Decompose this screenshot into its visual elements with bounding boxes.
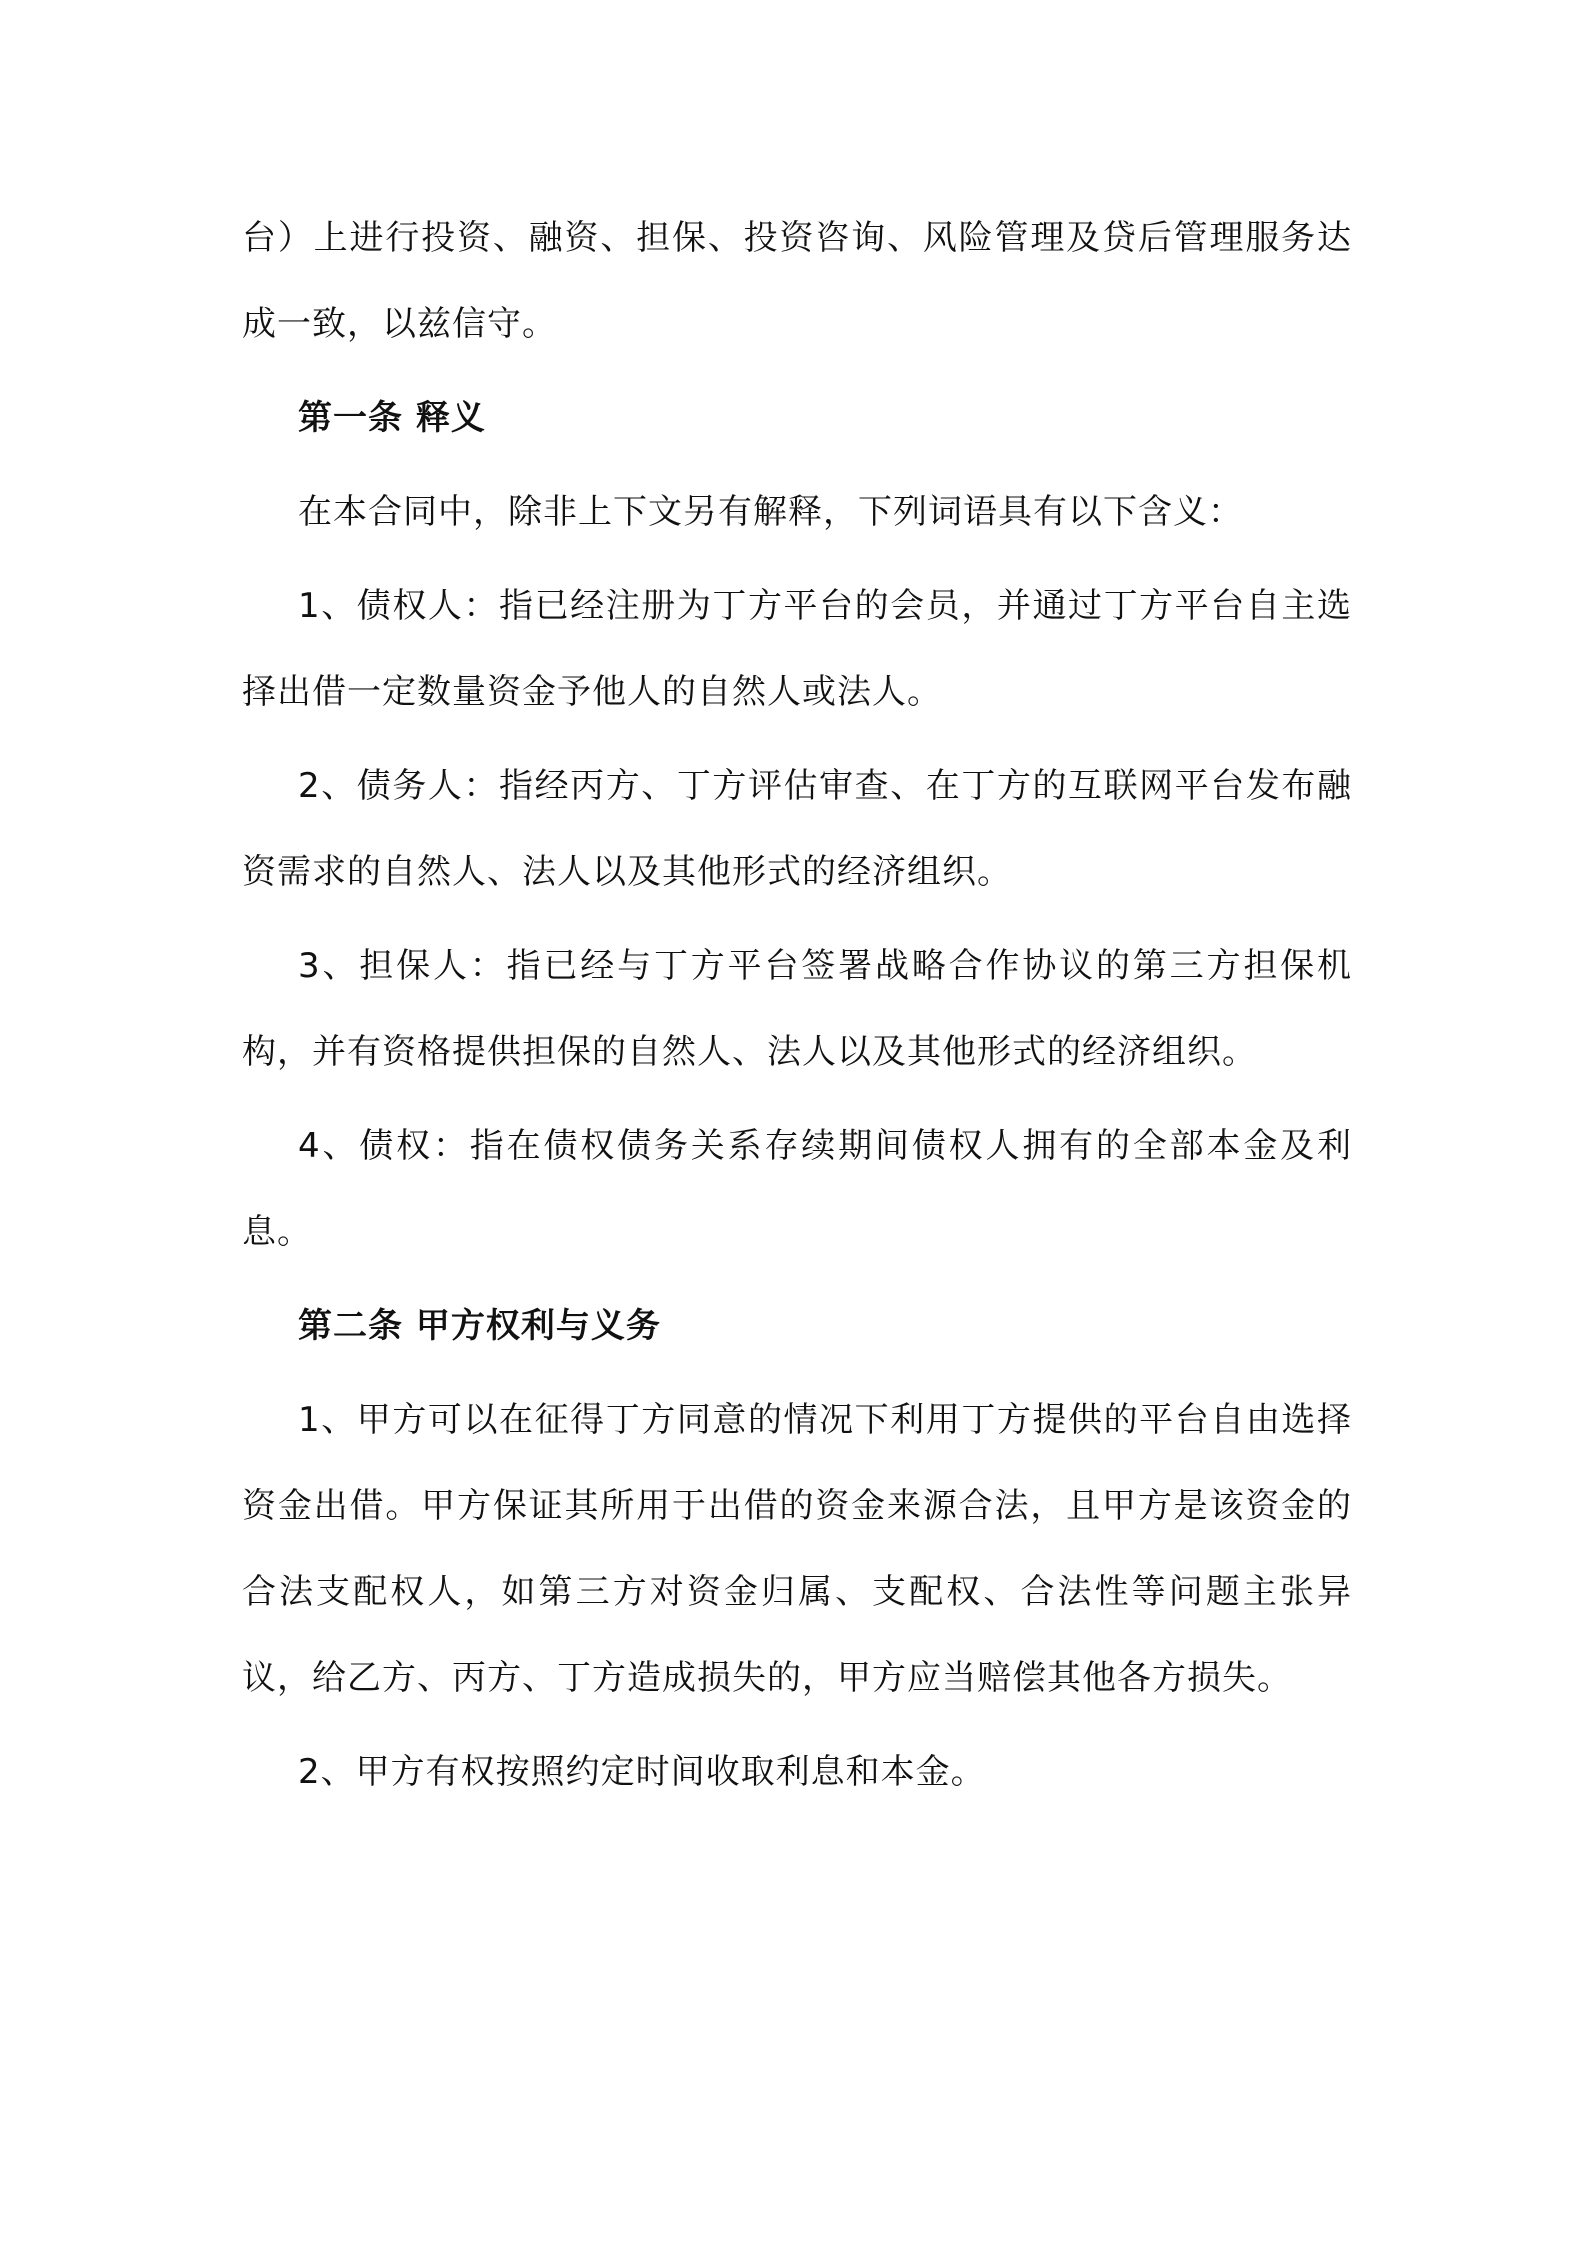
paragraph-article-1-preamble: 在本合同中，除非上下文另有解释，下列词语具有以下含义： bbox=[298, 492, 1243, 532]
paragraph-article-1-item-2: 2、债务人：指经丙方、丁方评估审查、在丁方的互联网平台发布融资需求的自然人、法人以及其他形式的经济组织。 bbox=[242, 766, 1352, 892]
paragraph-article-1-item-1: 1、债权人：指已经注册为丁方平台的会员，并通过丁方平台自主选择出借一定数量资金予他人的自然人或法人。 bbox=[242, 586, 1352, 712]
document-body bbox=[242, 195, 1352, 1823]
paragraph-article-2-item-1: 1、甲方可以在征得丁方同意的情况下利用丁方提供的平台自由选择资金出借。甲方保证其所用于出借的资金来源合法，且甲方是该资金的合法支配权人，如第三方对资金归属、支配权、合法性等问题主张异议，给乙方、丙方、丁方造成损失的，甲方应当赔偿其他各方损失。 bbox=[242, 1400, 1352, 1698]
paragraph-article-1-item-3: 3、担保人：指已经与丁方平台签署战略合作协议的第三方担保机构，并有资格提供担保的自然人、法人以及其他形式的经济组织。 bbox=[242, 946, 1352, 1072]
paragraph-article-2-item-2: 2、甲方有权按照约定时间收取利息和本金。 bbox=[298, 1752, 986, 1792]
paragraph-intro-continued: 台）上进行投资、融资、担保、投资咨询、风险管理及贷后管理服务达成一致，以兹信守。 bbox=[242, 218, 1352, 344]
paragraph-article-1-item-4: 4、债权：指在债权债务关系存续期间债权人拥有的全部本金及利息。 bbox=[242, 1126, 1352, 1252]
article-1-heading: 第一条 释义 bbox=[298, 398, 486, 438]
article-2-heading: 第二条 甲方权利与义务 bbox=[298, 1306, 661, 1346]
